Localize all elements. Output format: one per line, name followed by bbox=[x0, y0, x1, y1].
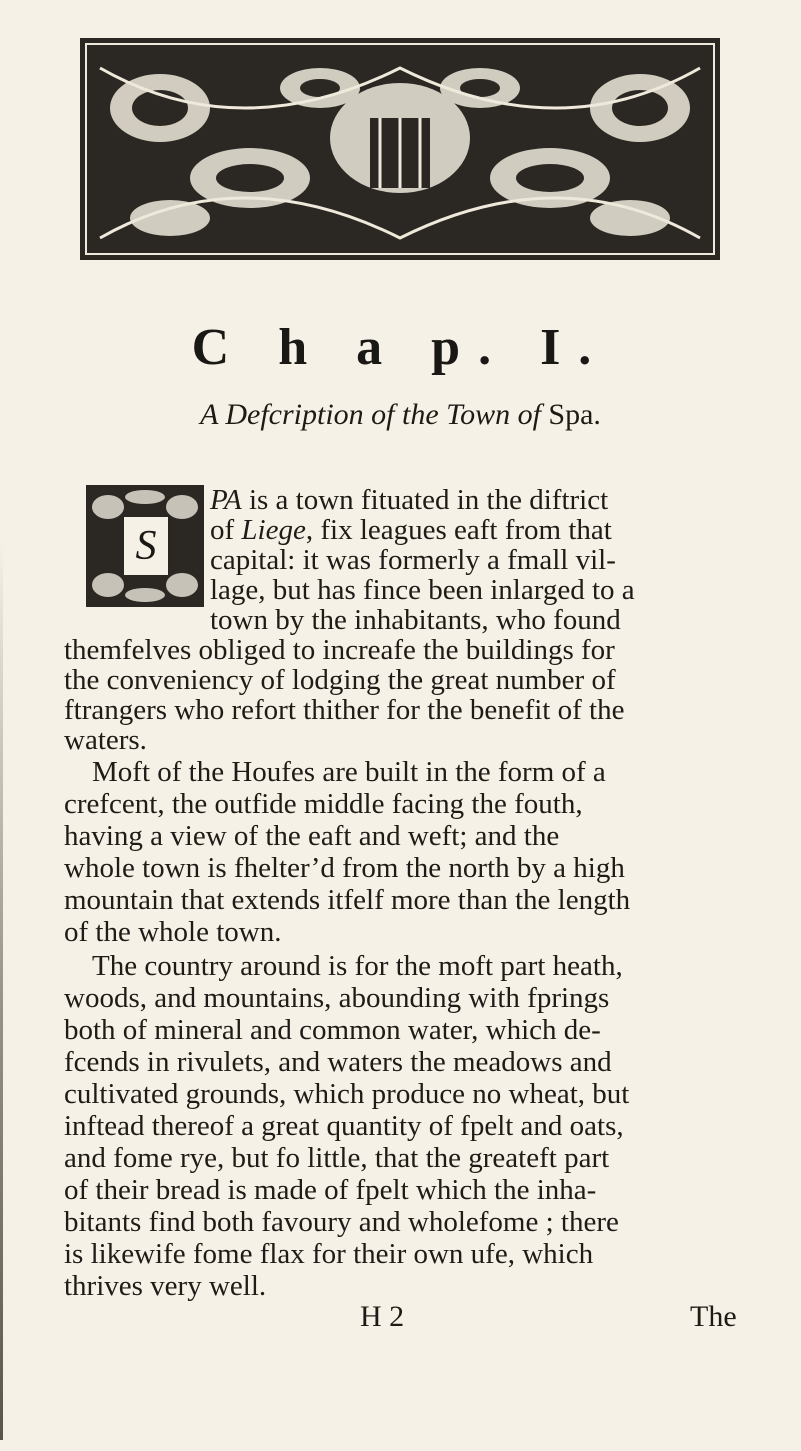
catchword: The bbox=[690, 1300, 737, 1333]
place-name: Liege bbox=[241, 514, 306, 546]
subtitle-italic: A Defcription of the Town of bbox=[200, 398, 549, 431]
text-line: bitants find both favoury and wholefome ; there bbox=[64, 1206, 619, 1238]
text-line: is likewife fome flax for their own ufe, which bbox=[64, 1238, 594, 1270]
subtitle-place: Spa. bbox=[548, 398, 601, 431]
text-line: woods, and mountains, abounding with fprings bbox=[64, 982, 610, 1014]
text-line: whole town is fhelter’d from the north by a high bbox=[64, 852, 625, 884]
text-line: themfelves obliged to increafe the buildings for bbox=[64, 634, 615, 666]
text-line: lage, but has fince been inlarged to a bbox=[210, 574, 635, 606]
text-line: thrives very well. bbox=[64, 1270, 267, 1302]
text-line: crefcent, the outfide middle facing the fouth, bbox=[64, 788, 583, 820]
signature-mark: H 2 bbox=[360, 1300, 405, 1333]
text-line: fcends in rivulets, and waters the meadows and bbox=[64, 1046, 612, 1078]
page-edge-shadow bbox=[0, 540, 3, 1440]
ornamental-dropcap-icon bbox=[86, 485, 204, 607]
text-line: capital: it was formerly a fmall vil- bbox=[210, 544, 616, 576]
text-line: PA is a town fituated in the diftrict bbox=[210, 484, 609, 516]
dropcap-letter: S bbox=[122, 515, 170, 577]
text-line: ftrangers who refort thither for the benefit of the bbox=[64, 694, 625, 726]
text-line: Moft of the Houfes are built in the form of a bbox=[92, 756, 606, 788]
text-line: cultivated grounds, which produce no wheat, but bbox=[64, 1078, 630, 1110]
chapter-title: C h a p. I. bbox=[191, 319, 610, 376]
text-line: and fome rye, but fo little, that the greateft part bbox=[64, 1142, 610, 1174]
text-line: waters. bbox=[64, 724, 147, 756]
text-line: mountain that extends itfelf more than the length bbox=[64, 884, 631, 916]
text-line: of Liege, fix leagues eaft from that bbox=[210, 514, 612, 546]
text-line: town by the inhabitants, who found bbox=[210, 604, 621, 636]
ornamental-headpiece-icon bbox=[80, 38, 720, 260]
text-line: The country around is for the moft part heath, bbox=[92, 950, 623, 982]
first-word: PA bbox=[210, 484, 242, 516]
text-line: both of mineral and common water, which de- bbox=[64, 1014, 601, 1046]
text-line: of the whole town. bbox=[64, 916, 282, 948]
text-line: the conveniency of lodging the great number of bbox=[64, 664, 616, 696]
text-line: of their bread is made of fpelt which the inha- bbox=[64, 1174, 597, 1206]
text-line: having a view of the eaft and weft; and the bbox=[64, 820, 560, 852]
chapter-subtitle bbox=[0, 398, 801, 432]
text-line: inftead thereof a great quantity of fpelt and oats, bbox=[64, 1110, 624, 1142]
